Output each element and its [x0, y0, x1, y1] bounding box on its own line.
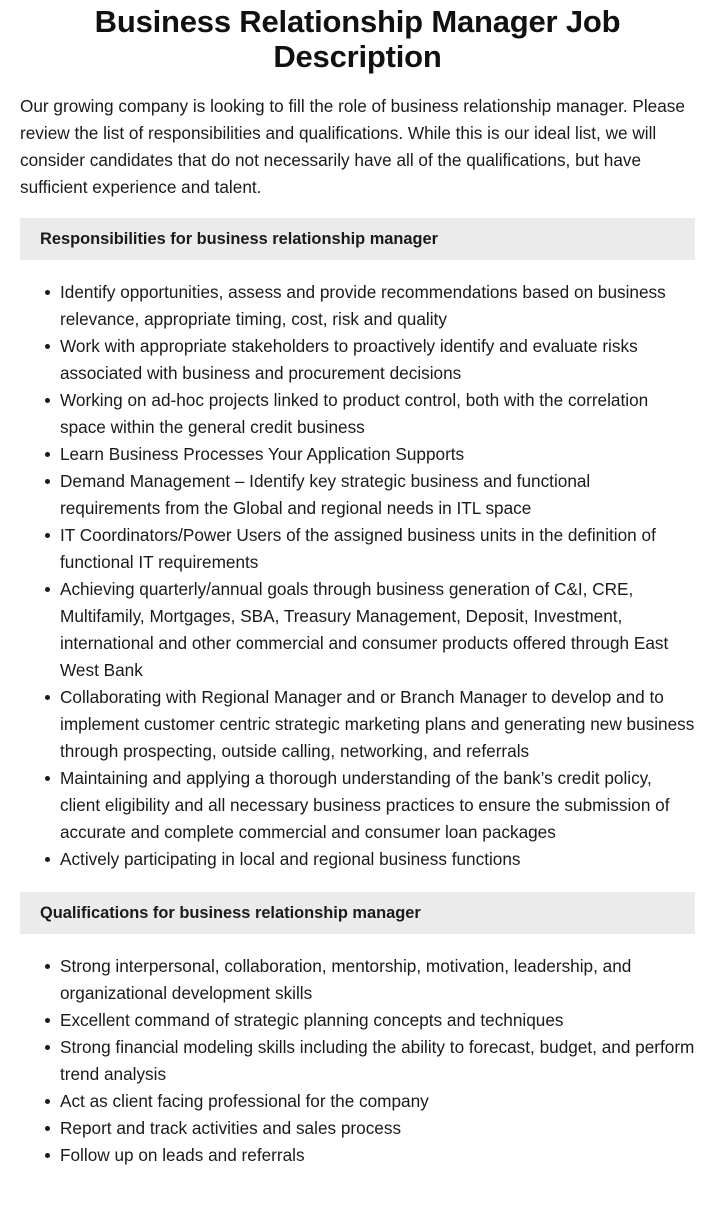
list-item-text: Working on ad-hoc projects linked to product control, both with the correlation space within the general credit business [60, 390, 649, 437]
list-item [60, 441, 695, 468]
list-item [60, 1034, 695, 1088]
list-item [60, 1007, 695, 1034]
list-item [60, 468, 695, 522]
list-item [60, 684, 695, 765]
list-item-text: Strong interpersonal, collaboration, mentorship, motivation, leadership, and organizational development skills [60, 956, 632, 1003]
bullet-icon [45, 1045, 50, 1050]
qualifications-list [20, 953, 695, 1169]
list-item [60, 846, 695, 873]
bullet-icon [45, 344, 50, 349]
list-item [60, 1115, 695, 1142]
list-item [60, 576, 695, 684]
responsibilities-header: Responsibilities for business relationship manager [20, 218, 695, 260]
list-item-text: Follow up on leads and referrals [60, 1145, 305, 1165]
list-item [60, 1088, 695, 1115]
list-item-text: Achieving quarterly/annual goals through business generation of C&I, CRE, Multifamily, Mortgages, SBA, Treasury Management, Deposit, Investment, international and other commercial and consumer products offered through East West Bank [60, 579, 669, 680]
list-item-text: Learn Business Processes Your Application Supports [60, 444, 465, 464]
list-item [60, 1142, 695, 1169]
list-item [60, 953, 695, 1007]
list-item [60, 765, 695, 846]
responsibilities-list [20, 279, 695, 873]
list-item-text: Excellent command of strategic planning concepts and techniques [60, 1010, 564, 1030]
bullet-icon [45, 776, 50, 781]
bullet-icon [45, 695, 50, 700]
list-item-text: Identify opportunities, assess and provide recommendations based on business relevance, appropriate timing, cost, risk and quality [60, 282, 666, 329]
list-item-text: Actively participating in local and regional business functions [60, 849, 521, 869]
list-item-text: Maintaining and applying a thorough understanding of the bank’s credit policy, client eligibility and all necessary business practices to ensure the submission of accurate and complete commercial and consumer loan packages [60, 768, 670, 842]
list-item [60, 387, 695, 441]
list-item-text: Collaborating with Regional Manager and or Branch Manager to develop and to implement customer centric strategic marketing plans and generating new business through prospecting, outside calling, networking, and referrals [60, 687, 695, 761]
list-item [60, 522, 695, 576]
bullet-icon [45, 479, 50, 484]
list-item-text: Act as client facing professional for the company [60, 1091, 429, 1111]
list-item [60, 333, 695, 387]
list-item-text: IT Coordinators/Power Users of the assigned business units in the definition of functional IT requirements [60, 525, 656, 572]
list-item-text: Demand Management – Identify key strategic business and functional requirements from the Global and regional needs in ITL space [60, 471, 591, 518]
bullet-icon [45, 587, 50, 592]
bullet-icon [45, 533, 50, 538]
bullet-icon [45, 452, 50, 457]
list-item [60, 279, 695, 333]
intro-paragraph: Our growing company is looking to fill the role of business relationship manager. Please review the list of responsibilities and qualifications. While this is our ideal list, we will consider candidates that do not necessarily have all of the qualifications, but have sufficient experience and talent. [20, 96, 685, 197]
bullet-icon [45, 1018, 50, 1023]
list-item-text: Work with appropriate stakeholders to proactively identify and evaluate risks associated with business and procurement decisions [60, 336, 638, 383]
bullet-icon [45, 964, 50, 969]
bullet-icon [45, 857, 50, 862]
bullet-icon [45, 290, 50, 295]
bullet-icon [45, 1126, 50, 1131]
bullet-icon [45, 398, 50, 403]
page-title: Business Relationship Manager Job Description [94, 4, 621, 74]
bullet-icon [45, 1099, 50, 1104]
bullet-icon [45, 1153, 50, 1158]
qualifications-header: Qualifications for business relationship manager [20, 892, 695, 934]
list-item-text: Strong financial modeling skills including the ability to forecast, budget, and perform trend analysis [60, 1037, 695, 1084]
list-item-text: Report and track activities and sales process [60, 1118, 402, 1138]
